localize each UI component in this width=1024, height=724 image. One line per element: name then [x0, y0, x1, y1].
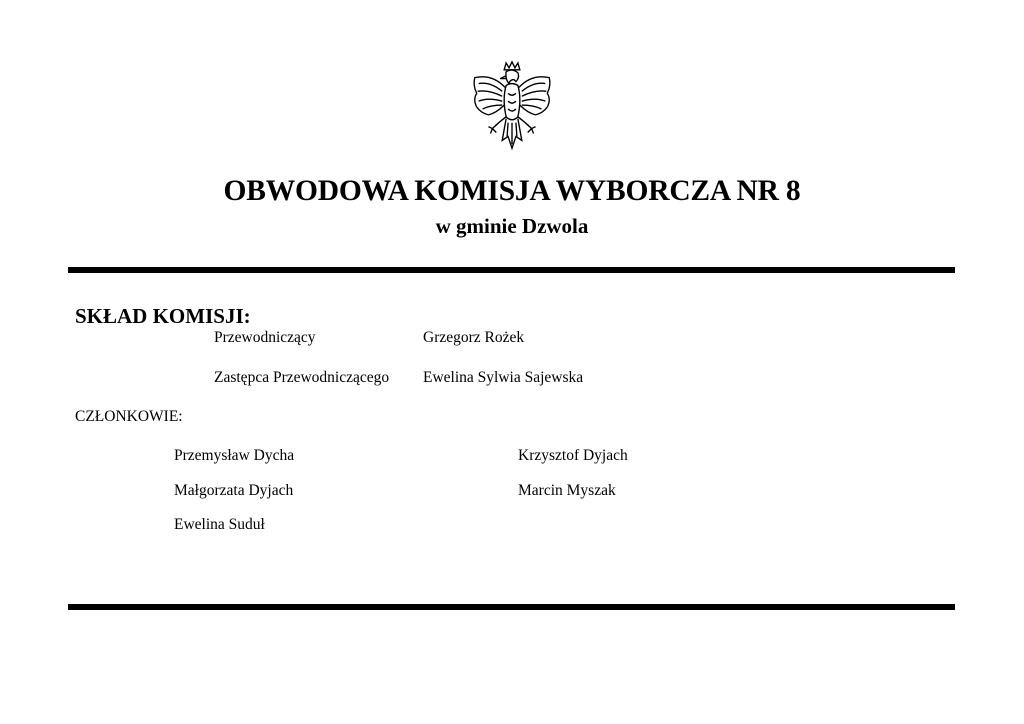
role-deputy-chairman-label: Zastępca Przewodniczącego	[214, 369, 390, 386]
commission-title: OBWODOWA KOMISJA WYBORCZA NR 8	[223, 175, 801, 207]
eagle-emblem-icon	[463, 60, 561, 158]
member-name: Małgorzata Dyjach	[174, 482, 294, 499]
role-chairman-label: Przewodniczący	[214, 329, 316, 346]
deputy-chairman-name: Ewelina Sylwia Sajewska	[423, 369, 584, 386]
bottom-divider	[68, 604, 955, 610]
chairman-name: Grzegorz Rożek	[423, 329, 525, 346]
commission-municipality: w gminie Dzwola	[435, 214, 589, 238]
members-heading: CZŁONKOWIE:	[75, 408, 183, 425]
member-name: Krzysztof Dyjach	[518, 447, 628, 464]
top-divider	[68, 267, 955, 273]
member-name: Ewelina Suduł	[174, 516, 265, 533]
member-name: Marcin Myszak	[518, 482, 616, 499]
composition-heading: SKŁAD KOMISJI:	[75, 304, 251, 328]
member-name: Przemysław Dycha	[174, 447, 295, 464]
